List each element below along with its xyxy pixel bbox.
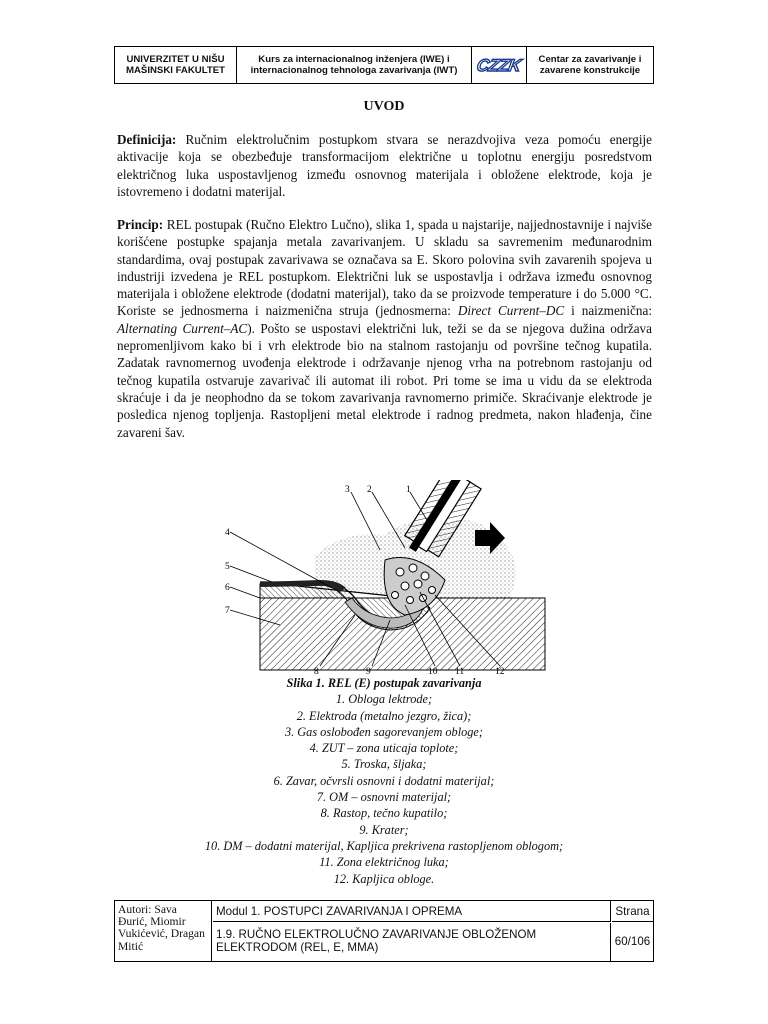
principle-text-3: ). Pošto se uspostavi električni luk, teži se da se njegova dužina održava nepromenljivom kako bi i vrh elektrode bio na stalnom rastojanju od površine tečnog kupatila. Zadatak ravnomernog uvođenja elektrode i održavanje njenog vrha na potrebnom rastojanju od tečnog kupatila ostvaruje zavarivač ili automat ili robot. Pri tome se ima u vidu da se elektroda skraćuje i da je neophodno da se tokom zavarivanja ravnomerno primiče. Skraćivanje elektrode je posledica njenog topljenja. Rastopljeni metal elektrode i radnog predmeta, nakon hlađenja, čine zavareni šav. xyxy=(117,320,653,440)
caption-item: 10. DM – dodatni materijal, Kapljica prekrivena rastopljenom oblogom; xyxy=(204,838,564,853)
definition-text: Ručnim elektrolučnim postupkom stvara se nerazdvojiva veza pomoću energije aktivacije koja se obezbeđuje transformacijom električne u toplotnu energiju posredstvom električnog luka uspostavljenog između osnovnog materijala i obložene elektrode, koja je istovremeno i dodatni materijal. xyxy=(117,132,653,199)
direct-current-term: Direct Current–DC xyxy=(457,303,565,319)
figure-label-7: 7 xyxy=(225,606,230,616)
figure-label-9: 9 xyxy=(366,667,371,675)
university-cell xyxy=(115,47,237,83)
principle-text-2: i naizmenična: xyxy=(564,303,653,319)
figure-label-6: 6 xyxy=(225,583,230,593)
center-line-1: Centar za zavarivanje i xyxy=(538,54,642,65)
figure-label-3: 3 xyxy=(345,485,350,495)
page-label: Strana xyxy=(612,901,653,922)
course-cell xyxy=(237,47,472,83)
figure-label-5: 5 xyxy=(225,562,230,572)
caption-item: 1. Obloga lektrode; xyxy=(335,692,433,707)
caption-item: 3. Gas oslobođen sagorevanjem obloge; xyxy=(285,724,483,739)
university-name: UNIVERZITET U NIŠU xyxy=(126,54,225,65)
figure-label-12: 12 xyxy=(495,667,505,675)
authors: Autori: Sava Đurić, Miomir Vukićević, Dragan Mitić xyxy=(115,901,212,961)
module-title: Modul 1. POSTUPCI ZAVARIVANJA I OPREMA xyxy=(213,901,611,922)
caption-title: Slika 1. REL (E) postupak zavarivanja xyxy=(286,676,482,690)
center-cell xyxy=(527,47,653,83)
caption-list xyxy=(100,691,668,887)
caption-item: 11. Zona električnog luka; xyxy=(319,855,449,870)
caption-item: 6. Zavar, očvrsli osnovni i dodatni materijal; xyxy=(273,773,495,788)
principle-text-1: REL postupak (Ručno Elektro Lučno), slika 1, spada u najstarije, najjednostavnije i najviše korišćene postupke spajanja metala zavarivanjem. U skladu sa savremenim međunarodnim standardima, ovaj postupak zavarivawa se označava sa E. Skoro polovina svih zavarenih spojeva u industriji izvedena je REL postupkom. Električni luk se uspostavlja i održava između osnovnog materijala i obložene elektrode (dodatni materijal), tako da se proizvode temperature i do 5.000 °C. Koriste se jednosmerna i naizmenična struja (jednosmerna: xyxy=(117,217,652,319)
caption-item: 4. ZUT – zona uticaja toplote; xyxy=(309,741,459,756)
course-line-1: Kurs za internacionalnog inženjera (IWE) i xyxy=(258,54,450,65)
definition-paragraph xyxy=(117,131,652,200)
figure-label-10: 10 xyxy=(428,667,438,675)
page-title: UVOD xyxy=(363,99,405,114)
logo-cell xyxy=(472,47,527,83)
caption-item: 2. Elektroda (metalno jezgro, žica); xyxy=(296,708,472,723)
page-footer xyxy=(114,900,654,962)
principle-label: Princip: xyxy=(117,217,164,232)
alternating-current-term: Alternating Current–AC xyxy=(117,320,248,336)
caption-item: 5. Troska, šljaka; xyxy=(341,757,427,772)
section-title: 1.9. RUČNO ELEKTROLUČNO ZAVARIVANJE OBLOŽENOM ELEKTRODOM (REL, E, MMA) xyxy=(213,923,611,961)
page-header xyxy=(114,46,654,84)
caption-item: 8. Rastop, tečno kupatilo; xyxy=(320,806,448,821)
figure-label-8: 8 xyxy=(314,667,319,675)
figure-label-11: 11 xyxy=(455,667,465,675)
center-line-2: zavarene konstrukcije xyxy=(539,65,641,76)
figure-label-4: 4 xyxy=(225,528,230,538)
caption-item: 7. OM – osnovni materijal; xyxy=(316,790,452,805)
principle-paragraph xyxy=(117,216,652,441)
page-number: 60/106 xyxy=(614,934,651,948)
welding-diagram xyxy=(220,480,550,675)
definition-label: Definicija: xyxy=(117,132,177,147)
faculty-name: MAŠINSKI FAKULTET xyxy=(126,65,225,76)
czzk-logo: CZZK xyxy=(475,55,523,75)
course-line-2: internacionalnog tehnologa zavarivanja (IWT) xyxy=(250,65,458,76)
figure-label-1: 1 xyxy=(406,485,411,495)
caption-item: 12. Kapljica obloge. xyxy=(333,871,435,886)
caption-item: 9. Krater; xyxy=(359,822,409,837)
figure-caption xyxy=(100,675,668,887)
figure-label-2: 2 xyxy=(367,485,372,495)
